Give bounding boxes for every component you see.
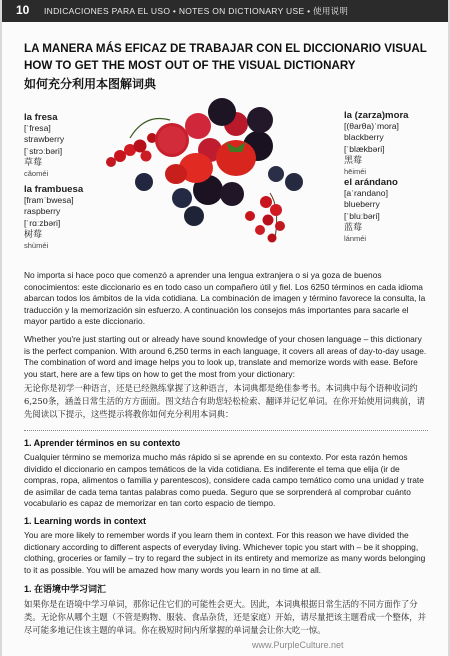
- section-divider: [24, 430, 428, 431]
- redcurrants-right: [245, 196, 285, 243]
- entry-raspberry: la frambuesa [framˈbwesa] raspberry [ˈrɑːzbəri] 树莓 shùméi: [24, 184, 84, 251]
- watermark: www.PurpleCulture.net: [252, 640, 344, 650]
- title-spanish: LA MANERA MÁS EFICAZ DE TRABAJAR CON EL DICCIONARIO VISUAL: [24, 42, 427, 55]
- berries-illustration: [100, 98, 330, 248]
- section1-heading-spanish: 1. Aprender términos en su contexto: [24, 438, 181, 448]
- redcurrants-left: [106, 133, 157, 167]
- page-header: [2, 0, 448, 22]
- section1-heading-english: 1. Learning words in context: [24, 516, 147, 526]
- title-chinese: 如何充分利用本图解词典: [24, 77, 157, 91]
- page-number: 10: [16, 3, 30, 17]
- intro-english: Whether you're just starting out or already have sound knowledge of your chosen language – this dictionary is the perfect companion. With around 6,250 terms in each language, it covers all areas of day-to-day usage. The combination of word and image helps you to look up, translate and memorize words with ease. Before you start, here are a few tips on how to get the most from your dictionary:: [24, 334, 427, 379]
- running-title: INDICACIONES PARA EL USO • NOTES ON DICTIONARY USE • 使用说明: [44, 6, 349, 16]
- intro-chinese: 无论你是初学一种语言，还是已经熟练掌握了这种语言，本词典都是绝佳参考书。本词典中每个语种收词约6,250条，涵盖日常生活的方方面面。图文结合有助您轻松检索、翻译并记忆单词。在你开始使用词典前，请先阅读以下提示，这些提示将教你如何充分利用本词典：: [24, 383, 425, 419]
- page-title: [24, 40, 434, 74]
- section1-heading-chinese: 1. 在语境中学习词汇: [24, 584, 107, 594]
- entry-blackberry: la (zarza)mora [(θarθa)ˈmora] blackberry [ˈblækbəri] 黑莓 hēiméi: [344, 110, 409, 177]
- intro-spanish: No importa si hace poco que comenzó a aprender una lengua extranjera o si ya goza de buenos conocimientos: este diccionario es en todo caso un compañero útil y fiel. Los 6250 términos en cada idioma abarcan todos los ámbitos de la vida cotidiana. La combinación de imagen y término favorece la consulta, la traducción y la memorización sin esfuerzo. A continuación los consejos más importantes para sacarle el mayor partido a este diccionario.: [24, 270, 426, 327]
- section1-body-spanish: Cualquier término se memoriza mucho más rápido si se aprende en su contexto. Por esta razón hemos dividido el diccionario en campos temáticos de la vida cotidiana. Es indiferente el tema que elija (ir de compras, ropa, alimentos o familia y parentescos), considere cada campo temático como una unidad y trate de asimilar de cada tema tantas palabras como pueda. Seguro que se sorprenderá al comprobar cuánto vocabulario es capaz de memorizar en tan corto espacio de tiempo.: [24, 452, 424, 509]
- dictionary-page: [2, 0, 448, 656]
- entry-blueberry: el arándano [aˈrandano] blueberry [ˈbluːbəri] 蓝莓 lánméi: [344, 177, 398, 244]
- entry-strawberry: la fresa [ˈfresa] strawberry [ˈstrɔːbəri] 草莓 cǎoméi: [24, 112, 65, 179]
- title-english: HOW TO GET THE MOST OUT OF THE VISUAL DICTIONARY: [24, 59, 356, 72]
- section1-body-english: You are more likely to remember words if you learn them in context. For this reason we have divided the dictionary according to different aspects of everyday living. Whichever topic you start with – be it shopping, clothing, groceries or family – try to regard the subject in its entirety and memorize as many words belonging to it as possible. You will be amazed how many words you learn in no time at all.: [24, 530, 426, 575]
- section1-body-chinese: 如果你是在语境中学习单词，那你记住它们的可能性会更大。因此，本词典根据日常生活的不同方面作了分类。无论你从哪个主题（不管是购物、服装、食品杂货，还是家庭）开始，请尽量把该主题看成一个整体，并尽可能多地记住该主题的单词。你在极短时间内所掌握的单词量会让你大吃一惊。: [24, 599, 426, 635]
